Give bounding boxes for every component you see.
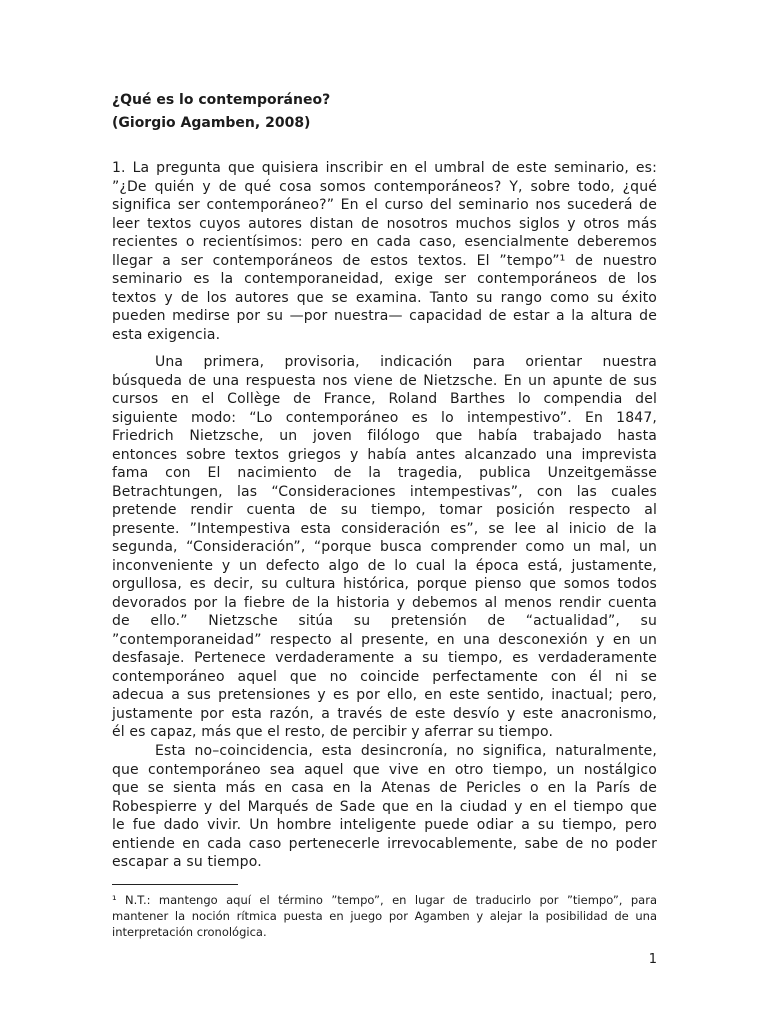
paragraph-line: Una primera, provisoria, indicación para orientar nuestra	[155, 354, 657, 370]
paragraph-line: devorados por la fiebre de la historia y debemos al menos rendir cuenta	[112, 594, 657, 611]
footnote-line: mantener la noción rítmica puesta en juego por Agamben y alejar la posibilidad de una	[112, 909, 657, 923]
paragraph-line: ”contemporaneidad” respecto al presente, en una desconexión y en un	[112, 631, 657, 648]
paragraph-2	[112, 353, 657, 742]
paragraph-line: que se sienta más en casa en la Atenas de Pericles o en la París de	[112, 780, 657, 796]
paragraph-line: leer textos cuyos autores distan de nosotros muchos siglos y otros más	[112, 215, 657, 232]
paragraph-line: Esta no–coincidencia, esta desincronía, no significa, naturalmente,	[155, 743, 657, 759]
paragraph-line: fama con El nacimiento de la tragedia, publica Unzeitgemässe	[112, 465, 657, 481]
paragraph-line: segunda, “Consideración”, “porque busca comprender como un mal, un	[112, 539, 657, 555]
paragraph-line: búsqueda de una respuesta nos viene de Nietzsche. En un apunte de sus	[112, 372, 657, 389]
paragraph-line: significa ser contemporáneo?” En el curso del seminario nos sucederá de	[112, 197, 657, 213]
paragraph-line: pueden medirse por su —por nuestra— capacidad de estar a la altura de	[112, 308, 657, 324]
paragraph-line: Robespierre y del Marqués de Sade que en la ciudad y en el tiempo que	[112, 798, 657, 815]
footnote-line: ¹ N.T.: mantengo aquí el término ”tempo”, en lugar de traducirlo por ”tiempo”, para	[112, 893, 657, 907]
footnote-separator	[112, 884, 238, 885]
paragraph-line: cursos en el Collège de France, Roland Barthes lo compendia del	[112, 391, 657, 407]
paragraph-line: escapar a su tiempo.	[112, 854, 262, 870]
paragraph-line: que contemporáneo sea aquel que vive en otro tiempo, un nostálgico	[112, 761, 657, 778]
paragraph-line: Betrachtungen, las “Consideraciones intempestivas”, con las cuales	[112, 483, 657, 500]
paragraph-3	[112, 742, 657, 872]
paragraph-line: seminario es la contemporaneidad, exige ser contemporáneos de los	[112, 271, 657, 287]
paragraph-line: justamente por esta razón, a través de este desvío y este anacronismo,	[112, 705, 657, 722]
paragraph-line: inconveniente y un defecto algo de lo cual la época está, justamente,	[112, 557, 657, 574]
page-number: 1	[648, 952, 657, 967]
paragraph-line: esta exigencia.	[112, 326, 221, 343]
paragraph-line: entonces sobre textos griegos y había antes alcanzado una imprevista	[112, 446, 657, 463]
paragraph-line: llegar a ser contemporáneos de estos textos. El ”tempo”¹ de nuestro	[112, 252, 657, 269]
paragraph-line: entiende en cada caso pertenecerle irrevocablemente, sabe de no poder	[112, 835, 657, 852]
paragraph-line: adecua a sus pretensiones y es por ello, en este sentido, inactual; pero,	[112, 687, 657, 703]
paragraph-line: de ello.” Nietzsche sitúa su pretensión de “actualidad”, su	[112, 613, 657, 629]
paragraph-line: ”¿De quién y de qué cosa somos contemporáneos? Y, sobre todo, ¿qué	[112, 178, 657, 195]
paragraph-line: presente. ”Intempestiva esta consideración es”, se lee al inicio de la	[112, 520, 657, 537]
paragraph-line: contemporáneo aquel que no coincide perfectamente con él ni se	[112, 668, 657, 685]
paragraph-line: orgullosa, es decir, su cultura histórica, porque pienso que somos todos	[112, 576, 657, 592]
paragraph-line: 1. La pregunta que quisiera inscribir en el umbral de este seminario, es:	[112, 160, 657, 176]
paragraph-1	[112, 159, 657, 344]
paragraph-line: Friedrich Nietzsche, un joven filólogo que había trabajado hasta	[112, 428, 657, 444]
paragraph-line: pretende rendir cuenta de su tiempo, tomar posición respecto al	[112, 502, 657, 518]
paragraph-line: recientes o recientísimos: pero en cada caso, esencialmente deberemos	[112, 234, 657, 250]
paragraph-line: le fue dado vivir. Un hombre inteligente puede odiar a su tiempo, pero	[112, 817, 657, 833]
document-title: ¿Qué es lo contemporáneo?	[112, 92, 331, 108]
paragraph-line: siguiente modo: “Lo contemporáneo es lo intempestivo”. En 1847,	[112, 409, 657, 426]
footnote-line: interpretación cronológica.	[112, 925, 267, 939]
document-author-year: (Giorgio Agamben, 2008)	[112, 115, 311, 131]
paragraph-line: él es capaz, más que el resto, de percibir y aferrar su tiempo.	[112, 724, 554, 740]
paragraph-line: desfasaje. Pertenece verdaderamente a su tiempo, es verdaderamente	[112, 650, 657, 666]
footnote	[112, 892, 657, 940]
paragraph-line: textos y de los autores que se examina. Tanto su rango como su éxito	[112, 289, 657, 306]
